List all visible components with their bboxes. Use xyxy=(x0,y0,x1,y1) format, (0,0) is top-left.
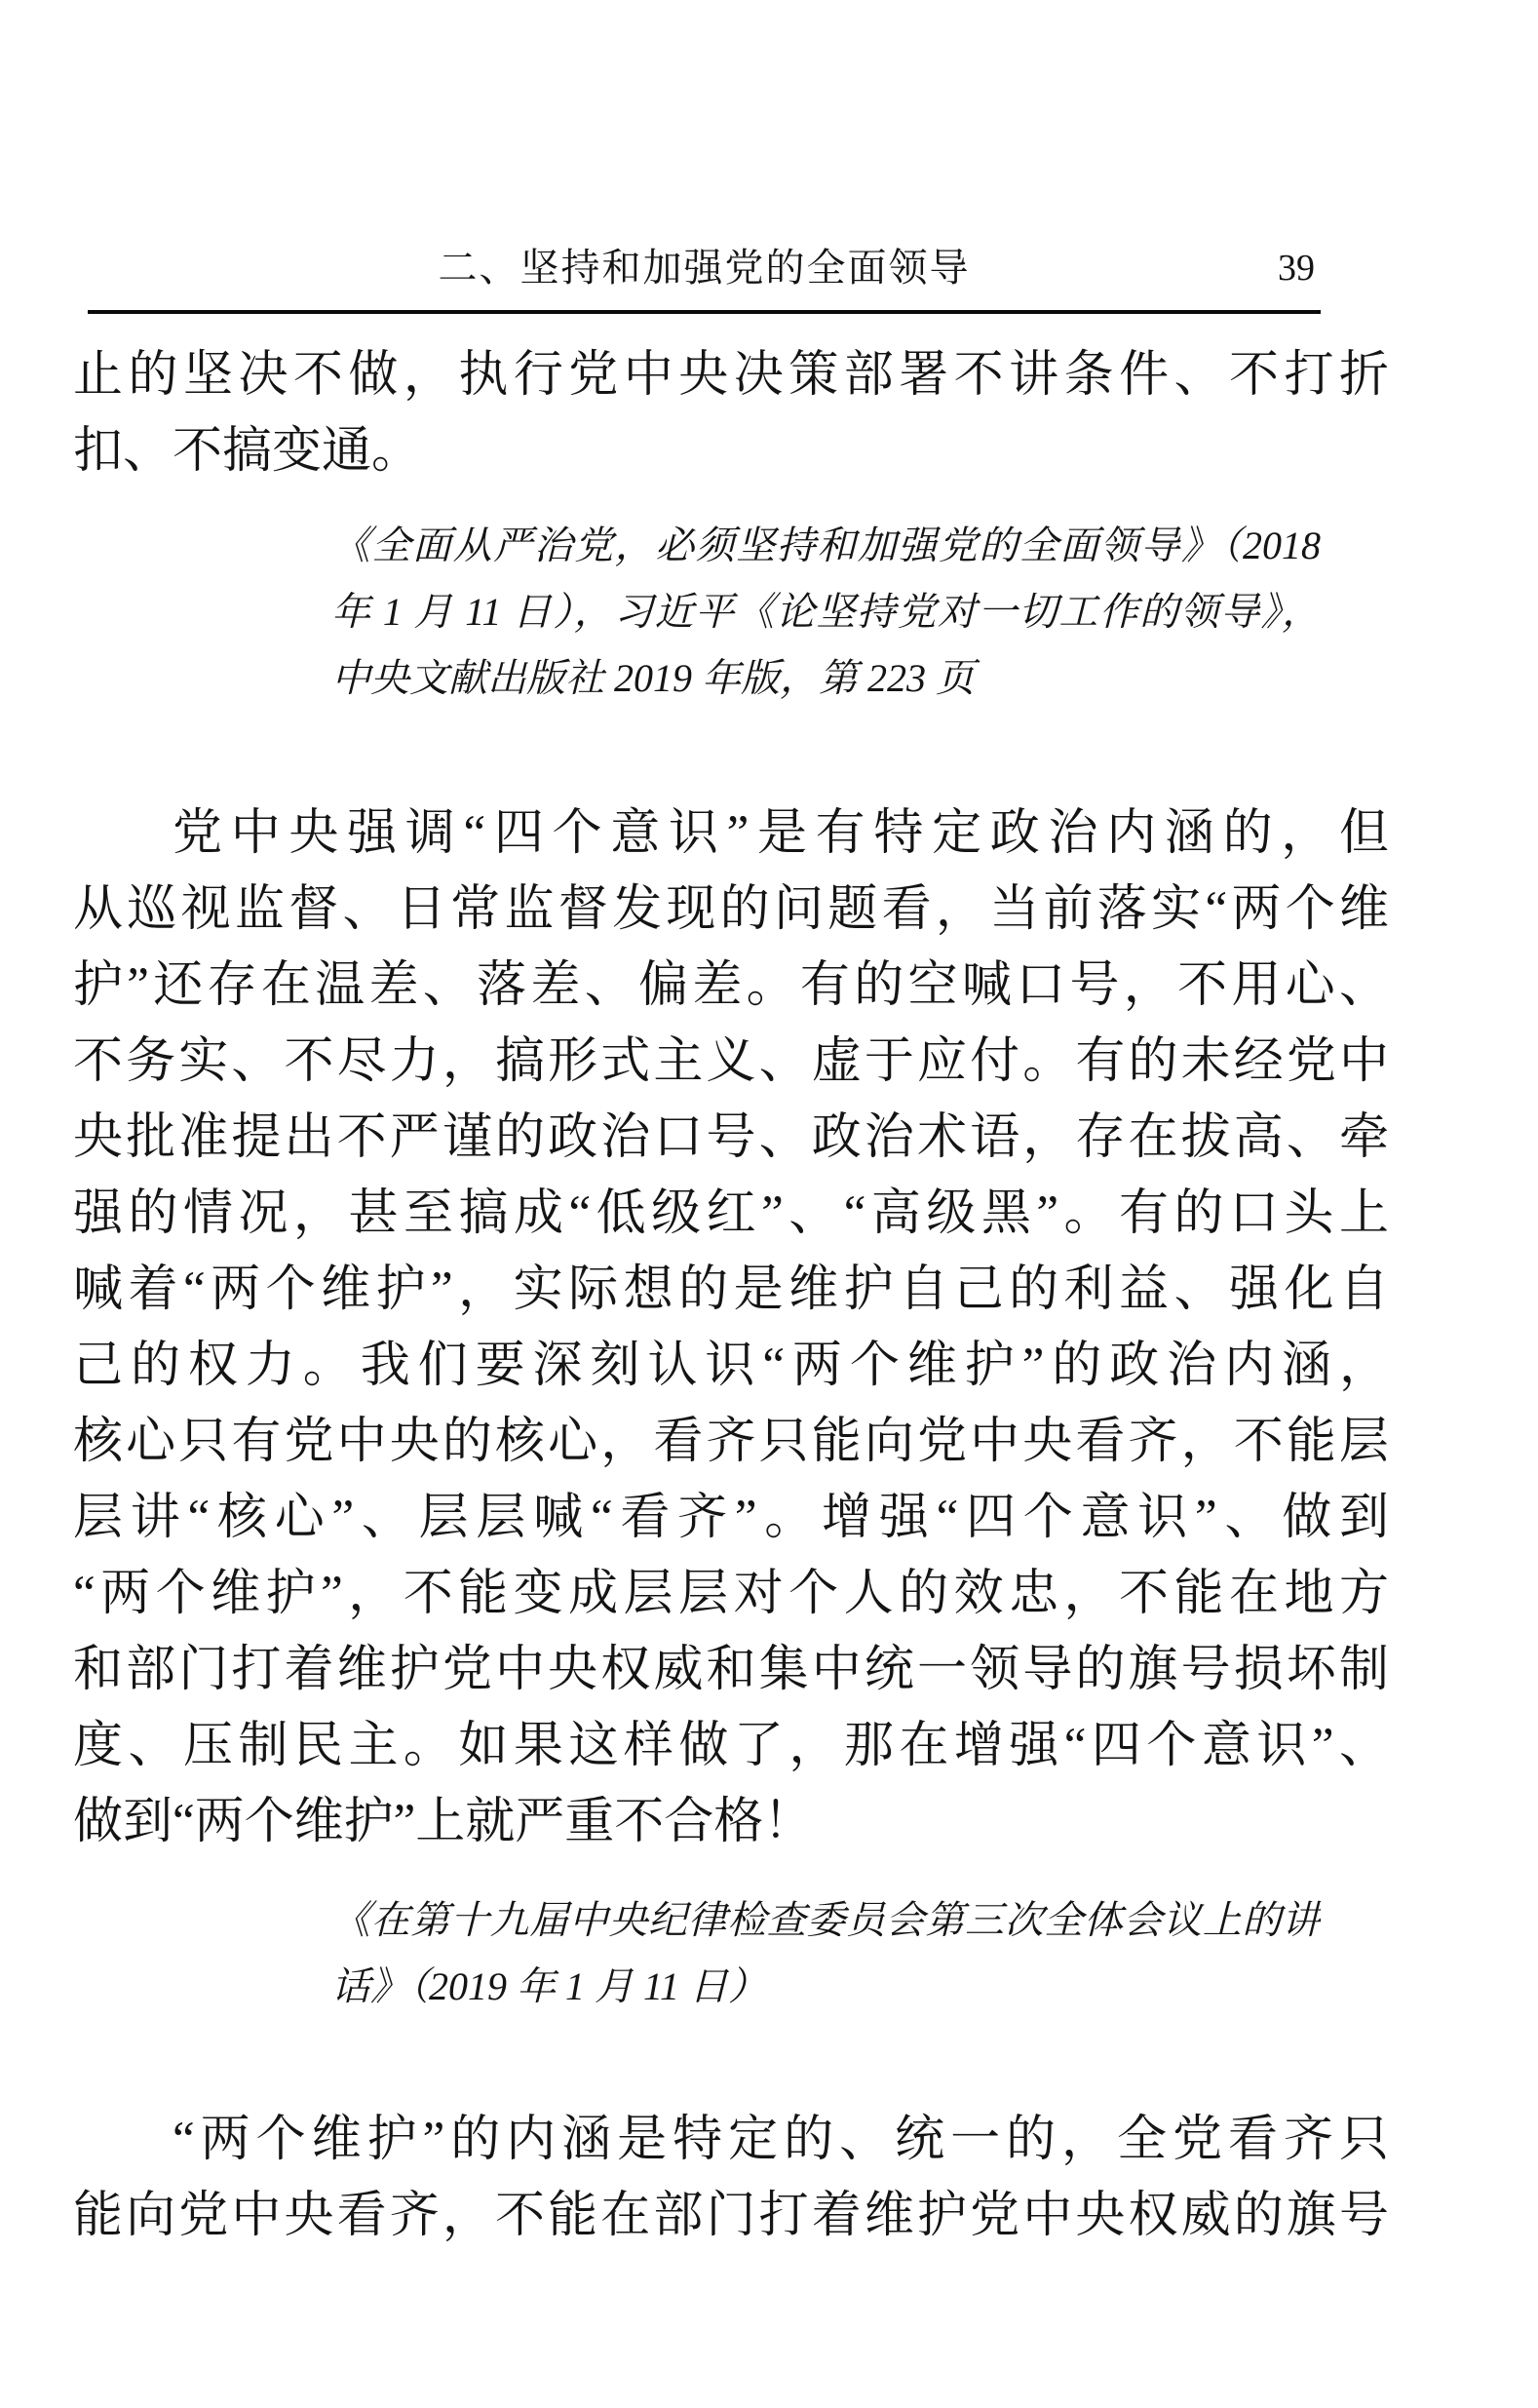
text-line: 和部门打着维护党中央权威和集中统一领导的旗号损坏制 xyxy=(73,1643,1389,1697)
paragraph-main xyxy=(73,796,1389,1860)
text-line: 党中央强调“四个意识”是有特定政治内涵的，但 xyxy=(173,806,1389,861)
text-line: 核心只有党中央的核心，看齐只能向党中央看齐，不能层 xyxy=(73,1415,1389,1469)
paragraph-closing xyxy=(73,2102,1389,2254)
text-line: 央批准提出不严谨的政治口号、政治术语，存在拔高、牵 xyxy=(73,1110,1389,1165)
text-line: 扣、不搞变通。 xyxy=(73,424,422,479)
text-line: 《全面从严治党，必须坚持和加强党的全面领导》（2018 xyxy=(331,524,1321,567)
text-line: 己的权力。我们要深刻认识“两个维护”的政治内涵， xyxy=(73,1339,1389,1393)
text-line: 从巡视监督、日常监督发现的问题看，当前落实“两个维 xyxy=(73,882,1389,937)
text-line: 做到“两个维护”上就严重不合格！ xyxy=(73,1795,814,1849)
text-line: 年 1 月 11 日），习近平《论坚持党对一切工作的领导》， xyxy=(331,590,1321,634)
text-line: 中央文献出版社 2019 年版，第 223 页 xyxy=(331,656,975,700)
page-number: 39 xyxy=(1278,248,1315,289)
paragraph-continuation xyxy=(73,337,1389,489)
text-line: 《在第十九届中央纪律检查委员会第三次全体会议上的讲 xyxy=(331,1898,1321,1942)
text-line: 话》（2019 年 1 月 11 日） xyxy=(331,1964,768,2008)
citation-source-1 xyxy=(331,513,1321,712)
chapter-title: 二、坚持和加强党的全面领导 xyxy=(438,246,971,290)
text-line: “两个维护”的内涵是特定的、统一的，全党看齐只 xyxy=(173,2113,1389,2167)
text-line: 护”还存在温差、落差、偏差。有的空喊口号，不用心、 xyxy=(73,958,1389,1013)
page-content xyxy=(73,337,1389,2254)
header-divider xyxy=(88,310,1321,314)
text-line: 不务实、不尽力，搞形式主义、虚于应付。有的未经党中 xyxy=(73,1034,1389,1089)
text-line: 止的坚决不做，执行党中央决策部署不讲条件、不打折 xyxy=(73,348,1389,403)
text-line: 喊着“两个维护”，实际想的是维护自己的利益、强化自 xyxy=(73,1262,1389,1317)
text-line: 层讲“核心”、层层喊“看齐”。增强“四个意识”、做到 xyxy=(73,1491,1389,1545)
text-line: 能向党中央看齐，不能在部门打着维护党中央权威的旗号 xyxy=(73,2189,1389,2243)
text-line: 强的情况，甚至搞成“低级红”、“高级黑”。有的口头上 xyxy=(73,1186,1389,1241)
text-line: “两个维护”，不能变成层层对个人的效忠，不能在地方 xyxy=(73,1567,1389,1621)
text-line: 度、压制民主。如果这样做了，那在增强“四个意识”、 xyxy=(73,1719,1389,1773)
citation-source-2 xyxy=(331,1887,1321,2020)
page-header xyxy=(88,245,1321,291)
